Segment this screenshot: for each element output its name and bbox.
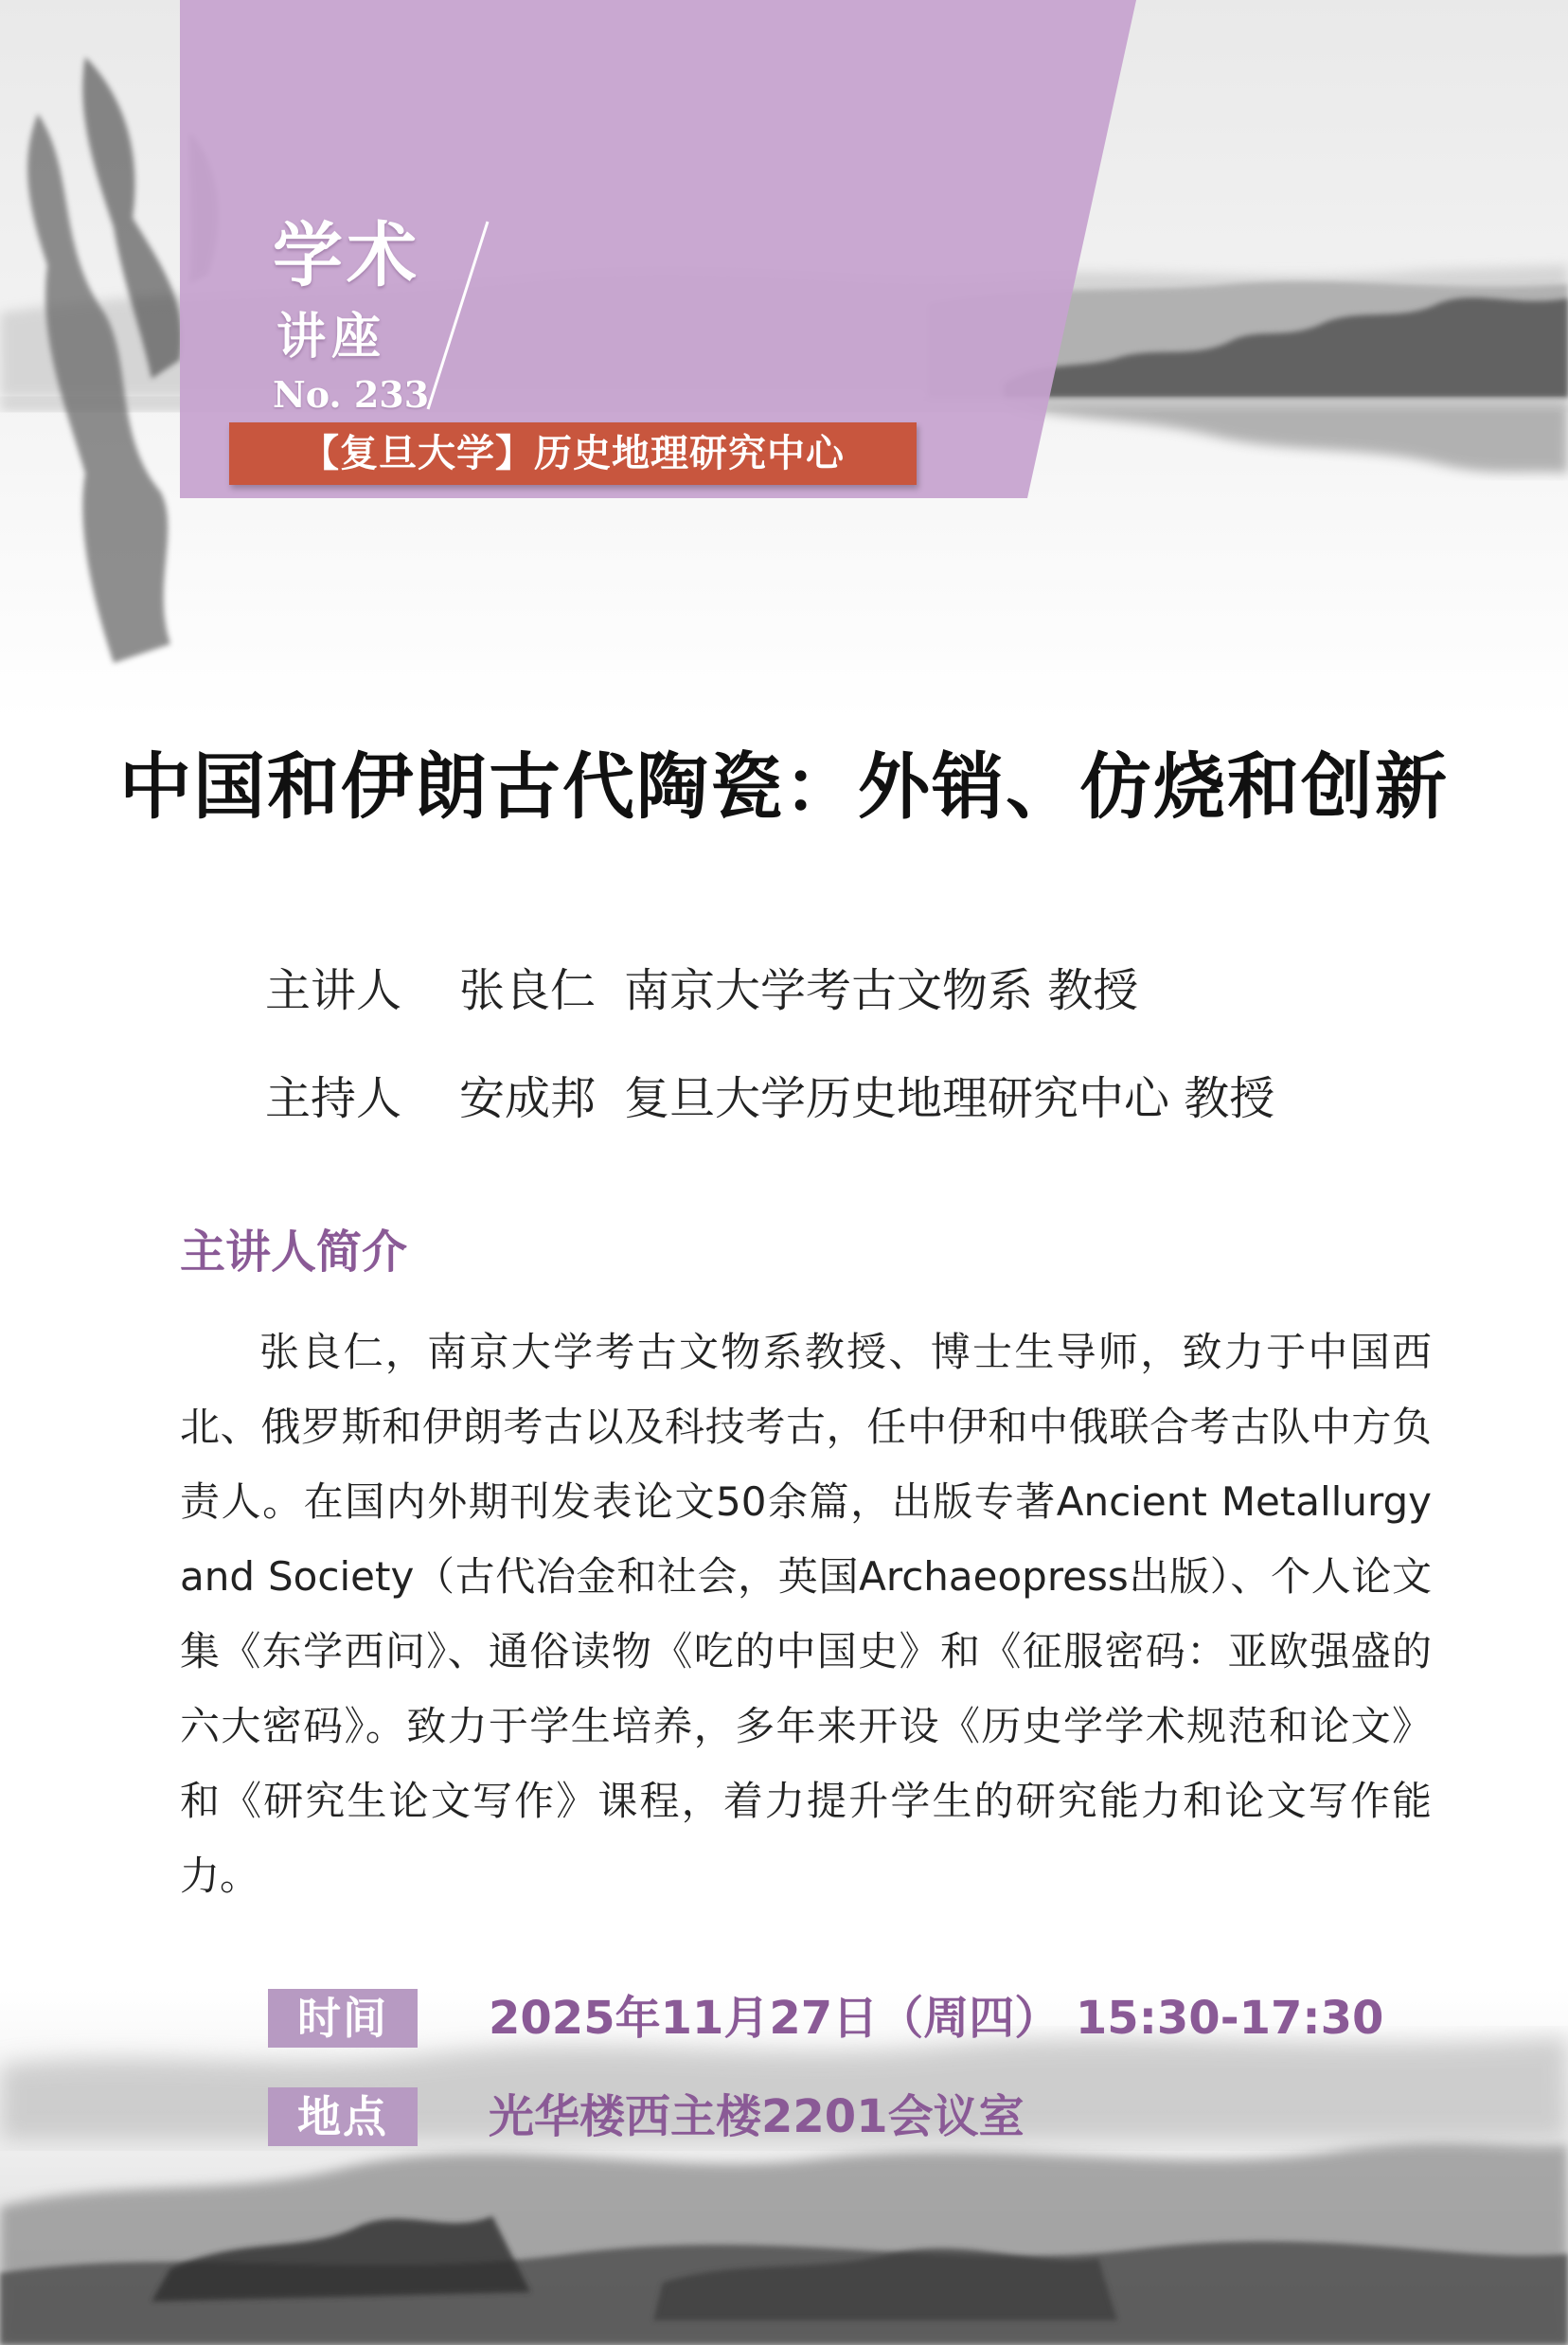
time-value: 2025年11月27日（周四） 15:30-17:30 [489, 1992, 1384, 2045]
bio-heading: 主讲人简介 [180, 1226, 408, 1279]
organizer-tag: 【复旦大学】历史地理研究中心 [229, 422, 917, 485]
host-name: 安成邦 [459, 1072, 597, 1125]
venue-label: 地点 [268, 2087, 418, 2146]
speaker-row [265, 962, 1138, 1019]
series-title-line2: 讲座 [276, 309, 387, 366]
series-number: No. 233 [273, 373, 430, 416]
speaker-name: 张良仁 [459, 964, 597, 1017]
host-row [265, 1070, 1274, 1127]
venue-value: 光华楼西主楼2201会议室 [489, 2090, 1025, 2143]
lecture-series-mark [273, 216, 509, 424]
host-affiliation: 复旦大学历史地理研究中心 教授 [624, 1072, 1275, 1125]
speaker-affiliation: 南京大学考古文物系 教授 [624, 964, 1139, 1017]
speaker-role: 主讲人 [265, 964, 402, 1017]
host-role: 主持人 [265, 1072, 402, 1125]
time-label: 时间 [268, 1989, 418, 2048]
lecture-title: 中国和伊朗古代陶瓷：外销、仿烧和创新 [119, 744, 1449, 829]
series-title-line1: 学术 [273, 215, 420, 296]
bio-paragraph: 张良仁，南京大学考古文物系教授、博士生导师，致力于中国西北、俄罗斯和伊朗考古以及科技考古，任中伊和中俄联合考古队中方负责人。在国内外期刊发表论文50余篇，出版专著Ancient Metallurgy and Society（古代冶金和社会，英国Archaeopress出版）、个人论文集《东学西问》、通俗读物《吃的中国史》和《征服密码：亚欧强盛的六大密码》。致力于学生培养，多年来开设《历史学学术规范和论文》和《研究生论文写作》课程，着力提升学生的研究能力和论文写作能力。 [180, 1329, 1432, 1899]
